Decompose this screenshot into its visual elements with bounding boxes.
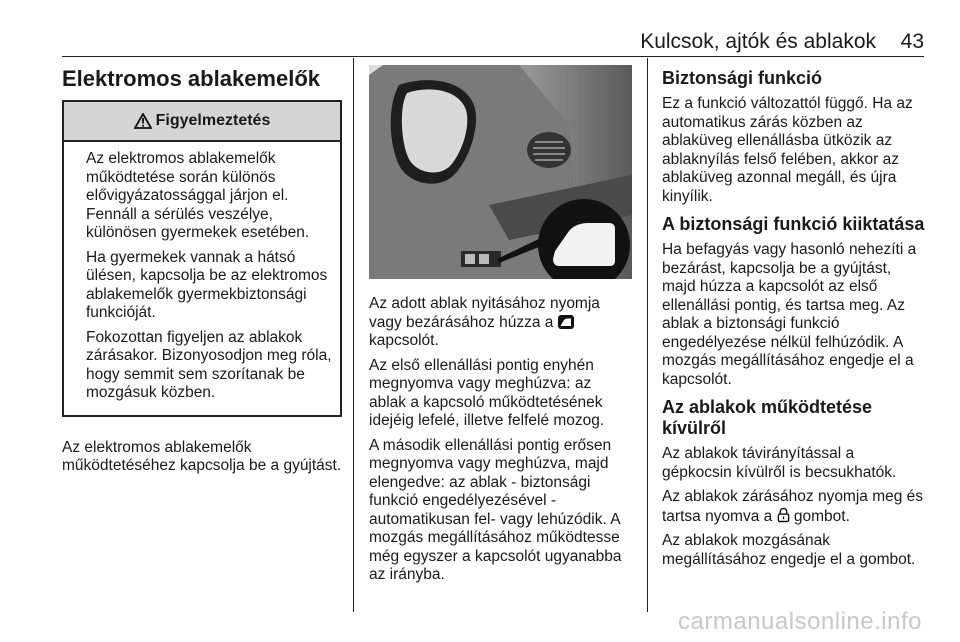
switch-instruction-text: Az adott ablak nyitásához nyomja vagy bezárásához húzza a (369, 295, 600, 331)
page-header (0, 0, 960, 60)
subsection-title-external: Az ablakok működtetése kívülről (662, 397, 873, 438)
column-divider-1 (353, 58, 354, 612)
body-paragraph: Az első ellenállási pontig enyhén megnyomva vagy meghúzva: az ablak a kapcsoló működtetésének idejéig lefelé, illetve felfelé mozog. (369, 356, 605, 429)
warning-box (62, 100, 342, 417)
warning-triangle-icon (134, 113, 152, 129)
lock-icon (777, 507, 790, 523)
body-paragraph (662, 488, 926, 526)
lock-instruction-text: Az ablakok zárásához nyomja meg és tartsa nyomva a (662, 488, 924, 525)
warning-header (64, 102, 340, 142)
warning-paragraph: Ha gyermekek vannak a hátsó ülésen, kapcsolja be az elektromos ablakemelők gyermekbiztonsági funkcióját. (86, 248, 328, 321)
header-rule (62, 56, 924, 57)
middle-text (369, 295, 632, 585)
warning-body (64, 142, 340, 415)
watermark: carmanualsonline.info (678, 608, 922, 635)
body-paragraph: Ha befagyás vagy hasonló nehezíti a bezárást, kapcsolja be a gyújtást, majd húzza a kapcsolót az első ellenállási pontig, és tartsa meg. Az ablak a biztonsági funkció engedélyezése nélkül felhúzódik. A mozgás megállításához engedje el a kapcsolót. (662, 241, 917, 388)
right-column (662, 60, 926, 575)
switch-instruction-end: kapcsolót. (369, 332, 439, 349)
running-header-title: Kulcsok, ajtók és ablakok (640, 30, 876, 53)
body-paragraph: Az elektromos ablakemelők működtetéséhez kapcsolja be a gyújtást. (62, 438, 342, 474)
column-divider-2 (647, 58, 648, 612)
warning-paragraph: Az elektromos ablakemelők működtetése során különös elővigyázatossággal járjon el. Fennáll a sérülés veszélye, különösen gyermekek esetében. (86, 150, 310, 241)
subsection-title-safety: Biztonsági funkció (662, 68, 823, 88)
body-paragraph: Az ablakok távirányítással a gépkocsin kívülről is becsukhatók. (662, 445, 897, 481)
window-switch-icon (558, 315, 574, 329)
section-title-power-windows: Elektromos ablakemelők (62, 66, 321, 91)
body-paragraph (369, 295, 632, 351)
warning-paragraph: Fokozottan figyeljen az ablakok zárásakor. Bizonyosodjon meg róla, hogy semmit sem szorítanak be mozgásuk közben. (86, 328, 332, 401)
body-paragraph: A második ellenállási pontig erősen megnyomva vagy meghúzva, majd elengedve: az ablak - biztonsági funkció engedélyezésével - automatikusan fel- vagy lehúzódik. A mozgás megállításához működtesse még egyszer a kapcsolót ugyanabba az irányba. (369, 436, 622, 583)
left-column (62, 60, 342, 482)
door-switch-illustration (369, 65, 632, 279)
body-paragraph: Ez a funkció változattól függő. Ha az automatikus zárás közben az ablaküveg ellenállásba ütközik az ablaknyílás felső felében, akkor az ablaküveg azonnal megáll, és újra kinyílik. (662, 95, 913, 205)
lock-instruction-end: gombot. (793, 507, 850, 525)
page-number: 43 (900, 30, 924, 53)
body-paragraph: Az ablakok mozgásának megállításához engedje el a gombot. (662, 532, 916, 568)
warning-title: Figyelmeztetés (155, 112, 271, 129)
middle-column (369, 60, 632, 591)
door-panel-image (369, 65, 632, 279)
subsection-title-override: A biztonsági funkció kiiktatása (662, 214, 925, 234)
